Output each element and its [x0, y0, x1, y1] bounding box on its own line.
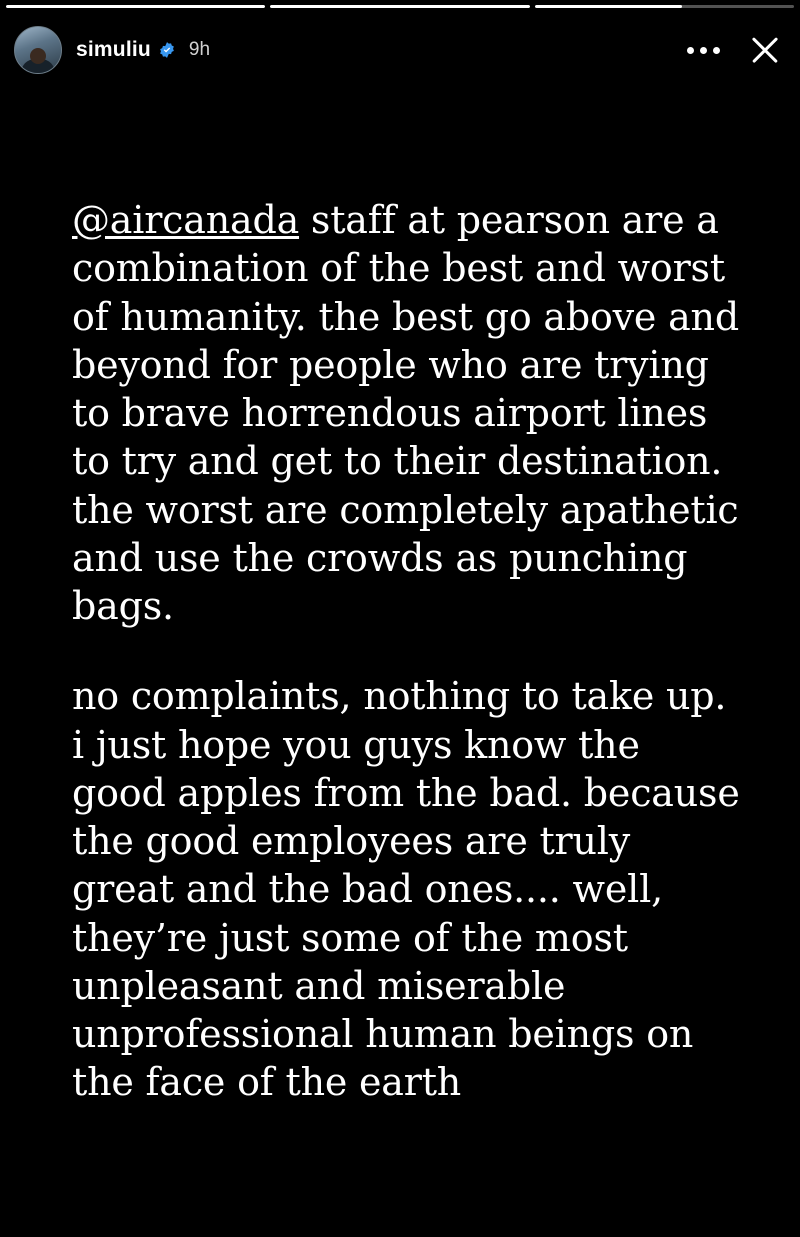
story-progress-fill	[6, 5, 265, 8]
close-icon[interactable]	[748, 33, 782, 67]
story-paragraph-1-rest: staff at pearson are a combination of the best and worst of humanity. the best go above and beyond for people who are trying to brave horrendous airport lines to try and get to their destination. the worst are completely apathetic and use the crowds as punching bags.	[72, 198, 739, 628]
story-progress-fill	[535, 5, 683, 8]
story-progress-segment[interactable]	[6, 5, 265, 8]
username-label[interactable]: simuliu	[76, 38, 151, 61]
story-progress-bar	[6, 5, 794, 9]
story-paragraph-2: no complaints, nothing to take up. i just hope you guys know the good apples from the bad. because the good employees are truly great and the bad ones.... well, they’re just some of the most unpleasant and miserable unprofessional human beings on the face of the earth	[72, 674, 740, 1105]
story-paragraph-1	[72, 196, 742, 630]
more-dot	[687, 47, 694, 54]
more-dot	[713, 47, 720, 54]
timestamp-label: 9h	[188, 39, 211, 60]
mention-link-aircanada[interactable]: @aircanada	[72, 198, 300, 242]
verified-badge-icon	[158, 41, 176, 59]
more-dot	[700, 47, 707, 54]
story-text-content	[72, 196, 742, 1107]
story-progress-segment[interactable]	[270, 5, 529, 8]
more-options-icon[interactable]	[687, 47, 720, 54]
avatar[interactable]	[14, 26, 62, 74]
story-progress-segment[interactable]	[535, 5, 794, 8]
story-header	[0, 20, 800, 80]
story-progress-fill	[270, 5, 529, 8]
avatar-face	[30, 48, 46, 64]
